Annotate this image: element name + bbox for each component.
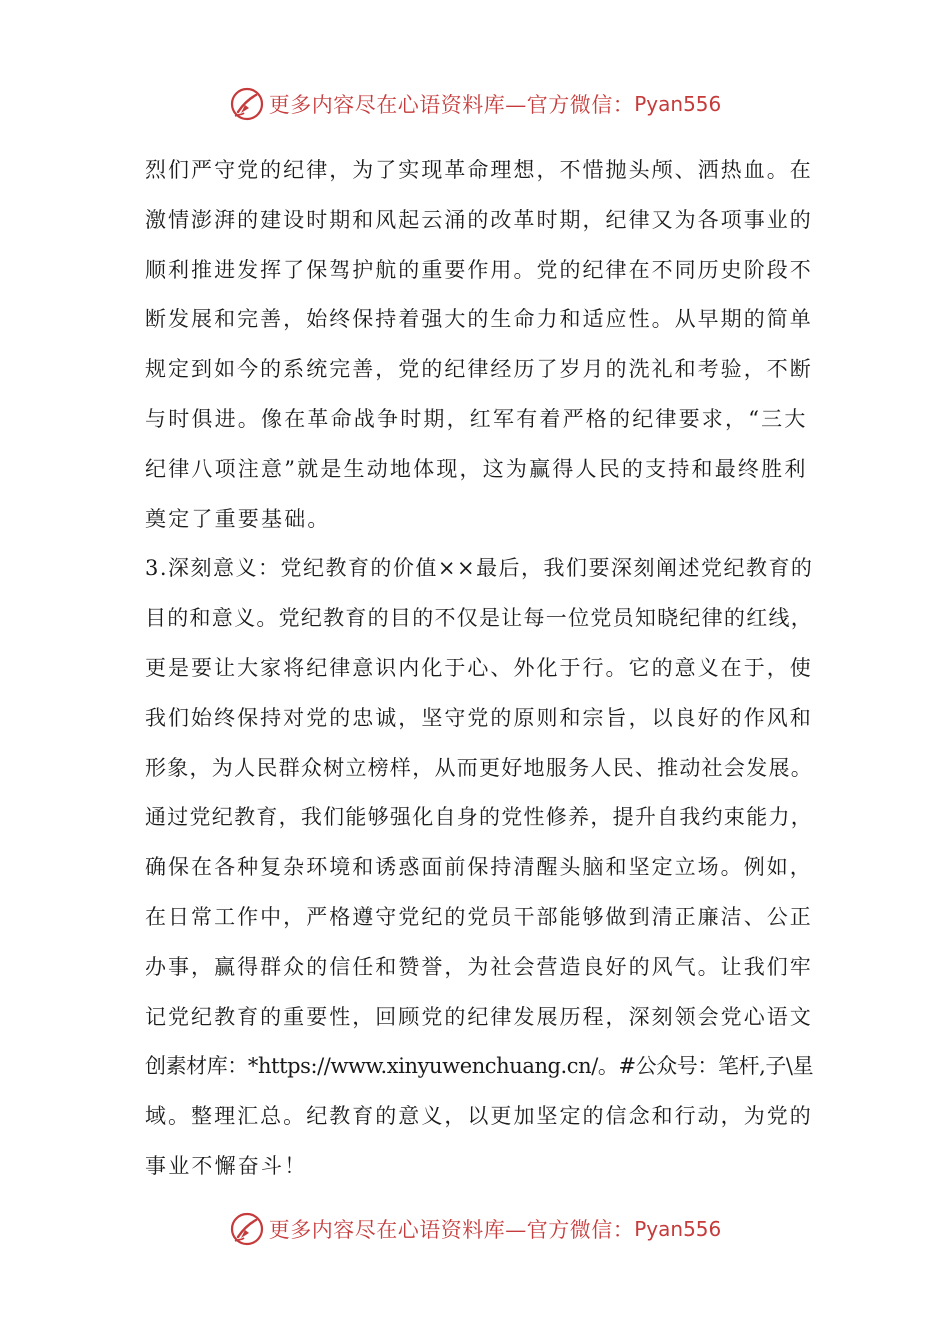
text-line: 烈们严守党的纪律，为了实现革命理想，不惜抛头颅、洒热血。在 xyxy=(145,158,813,182)
text-line: 记党纪教育的重要性，回顾党的纪律发展历程，深刻领会党心语文 xyxy=(145,1004,813,1029)
text-line: 事业不懈奋斗！ xyxy=(145,1153,308,1178)
text-line: 我们始终保持对党的忠诚，坚守党的原则和宗旨，以良好的作风和 xyxy=(145,705,813,730)
text-line: 域。整理汇总。纪教育的意义，以更加坚定的信念和行动，为党的 xyxy=(145,1104,813,1129)
document-body xyxy=(145,146,813,1192)
text-line-with-url: 创素材库：*https://www.xinyuwenchuang.cn/。#公众号：笔杆,子\星 xyxy=(145,1054,814,1079)
text-line: 与时俱进。像在革命战争时期，红军有着严格的纪律要求，“三大 xyxy=(145,406,808,431)
text-line: 在日常工作中，严格遵守党纪的党员干部能够做到清正廉洁、公正 xyxy=(145,904,813,929)
header-banner xyxy=(0,82,950,126)
text-line: 奠定了重要基础。 xyxy=(145,506,331,531)
text-line: 更是要让大家将纪律意识内化于心、外化于行。它的意义在于，使 xyxy=(145,655,813,680)
banner-text: 更多内容尽在心语资料库—官方微信： xyxy=(268,1218,635,1242)
text-line: 规定到如今的系统完善，党的纪律经历了岁月的洗礼和考验，不断 xyxy=(145,357,813,382)
text-line: 确保在各种复杂环境和诱惑面前保持清醒头脑和坚定立场。例如， xyxy=(145,855,813,880)
banner-wechat-id: Pyan556 xyxy=(634,1217,722,1241)
text-line: 通过党纪教育，我们能够强化自身的党性修养，提升自我约束能力， xyxy=(145,805,813,830)
banner-text: 更多内容尽在心语资料库—官方微信： xyxy=(268,93,635,117)
text-line: 形象，为人民群众树立榜样，从而更好地服务人民、推动社会发展。 xyxy=(145,755,813,780)
section-heading-line: 3.深刻意义：党纪教育的价值××最后，我们要深刻阐述党纪教育的 xyxy=(145,556,814,581)
text-line: 断发展和完善，始终保持着强大的生命力和适应性。从早期的简单 xyxy=(145,307,813,332)
text-line: 激情澎湃的建设时期和风起云涌的改革时期，纪律又为各项事业的 xyxy=(145,207,813,232)
banner-wechat-id: Pyan556 xyxy=(634,92,722,116)
text-line: 目的和意义。党纪教育的目的不仅是让每一位党员知晓纪律的红线， xyxy=(145,606,813,631)
text-line: 顺利推进发挥了保驾护航的重要作用。党的纪律在不同历史阶段不 xyxy=(145,257,813,282)
text-line: 办事，赢得群众的信任和赞誉，为社会营造良好的风气。让我们牢 xyxy=(145,954,813,979)
pen-nib-logo-icon xyxy=(229,1211,265,1247)
text-line: 纪律八项注意”就是生动地体现，这为赢得人民的支持和最终胜利 xyxy=(145,456,808,481)
footer-banner xyxy=(0,1207,950,1251)
pen-nib-logo-icon xyxy=(229,86,265,122)
